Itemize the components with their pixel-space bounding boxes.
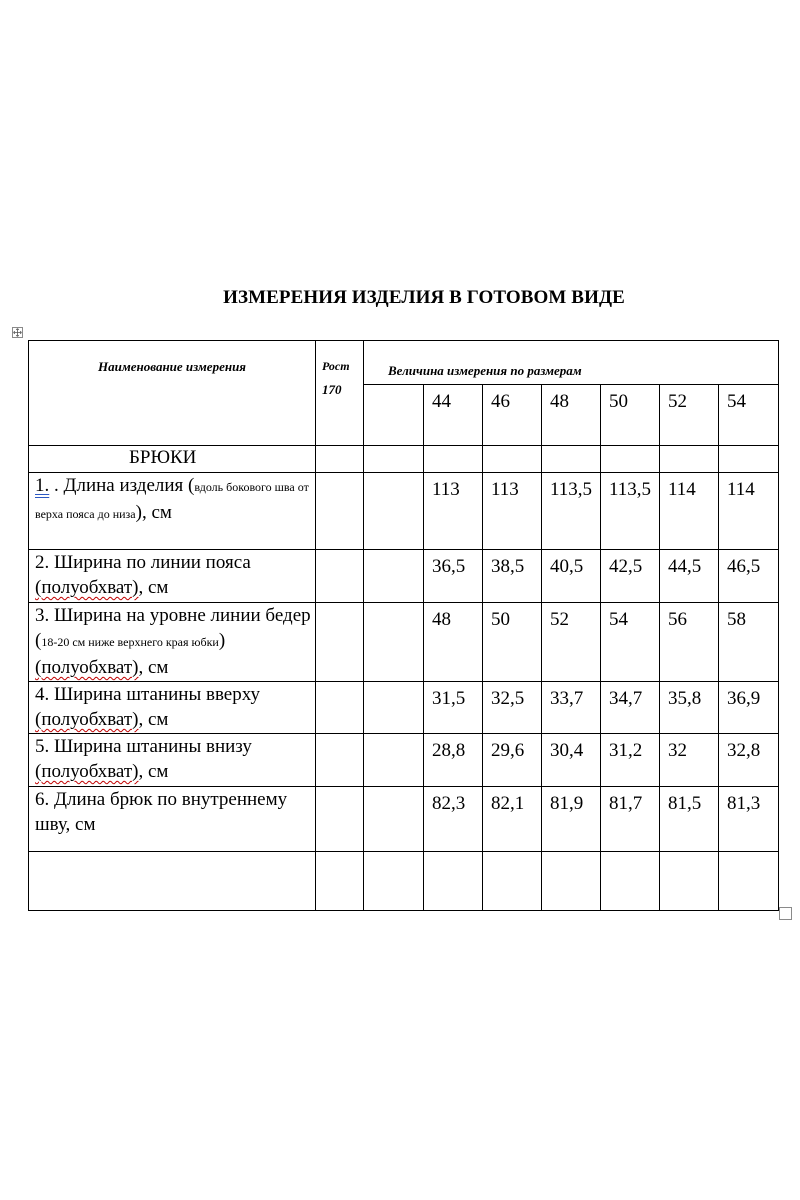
table-row [29, 473, 779, 550]
row-5-value-52: 32 [660, 734, 719, 787]
row-6-name: 6. Длина брюк по внутреннему шву, см [29, 787, 316, 852]
document-title: ИЗМЕРЕНИЯ ИЗДЕЛИЯ В ГОТОВОМ ВИДЕ [223, 287, 625, 308]
empty-cell [316, 446, 364, 473]
table-row [29, 682, 779, 734]
size-50: 50 [601, 385, 660, 446]
row-5-note: (полуобхват) [35, 761, 139, 782]
row-2-value-44: 36,5 [424, 550, 483, 603]
row-1-dot: . [49, 475, 59, 496]
row-1-note: вдоль бокового шва от верха пояса до низа [35, 480, 309, 521]
size-54: 54 [719, 385, 779, 446]
empty-cell [364, 603, 424, 682]
table-move-handle-icon[interactable] [12, 327, 23, 338]
header-row-top [29, 341, 779, 385]
row-5-title: 5. Ширина штанины внизу [35, 736, 252, 757]
empty-cell [719, 852, 779, 911]
empty-cell [364, 550, 424, 603]
row-6-value-48: 81,9 [542, 787, 601, 852]
row-4-value-52: 35,8 [660, 682, 719, 734]
row-4-value-50: 34,7 [601, 682, 660, 734]
row-2-value-54: 46,5 [719, 550, 779, 603]
empty-cell [29, 852, 316, 911]
row-3-value-44: 48 [424, 603, 483, 682]
row-2-note: (полуобхват) [35, 577, 139, 598]
header-rost-value: 170 [322, 382, 342, 397]
row-5-value-48: 30,4 [542, 734, 601, 787]
empty-cell [316, 603, 364, 682]
row-6-value-46: 82,1 [483, 787, 542, 852]
table-resize-handle-icon[interactable] [779, 907, 792, 920]
empty-cell [542, 446, 601, 473]
header-name-label: Наименование измерения [98, 359, 246, 374]
empty-cell [660, 852, 719, 911]
empty-cell [316, 550, 364, 603]
row-2-value-52: 44,5 [660, 550, 719, 603]
empty-cell [316, 787, 364, 852]
row-5-value-54: 32,8 [719, 734, 779, 787]
header-name-cell [29, 341, 316, 446]
row-1-name [29, 473, 316, 550]
row-2-value-46: 38,5 [483, 550, 542, 603]
empty-cell [364, 473, 424, 550]
row-2-value-50: 42,5 [601, 550, 660, 603]
size-48: 48 [542, 385, 601, 446]
row-3-value-46: 50 [483, 603, 542, 682]
row-1-value-54: 114 [719, 473, 779, 550]
table-row [29, 734, 779, 787]
empty-cell [601, 446, 660, 473]
row-4-value-54: 36,9 [719, 682, 779, 734]
row-2-unit: , см [138, 577, 169, 598]
empty-cell [483, 446, 542, 473]
empty-cell [364, 787, 424, 852]
row-3-unit: , см [138, 657, 169, 678]
row-3-value-48: 52 [542, 603, 601, 682]
header-sizes-label: Величина измерения по размерам [388, 363, 582, 378]
row-5-name [29, 734, 316, 787]
row-5-value-44: 28,8 [424, 734, 483, 787]
row-4-name [29, 682, 316, 734]
row-4-unit: , см [138, 709, 169, 730]
row-3-paren: ) [218, 630, 226, 651]
row-5-value-50: 31,2 [601, 734, 660, 787]
row-6-value-54: 81,3 [719, 787, 779, 852]
empty-cell [316, 734, 364, 787]
header-empty-cell [364, 385, 424, 446]
row-4-value-48: 33,7 [542, 682, 601, 734]
empty-cell [424, 446, 483, 473]
empty-cell [542, 852, 601, 911]
empty-cell [364, 682, 424, 734]
row-4-title: 4. Ширина штанины вверху [35, 684, 261, 705]
empty-cell [364, 446, 424, 473]
row-1-number: 1. [35, 475, 50, 496]
empty-cell [424, 852, 483, 911]
row-3-title: 3. Ширина на уровне линии бедер ( [35, 605, 311, 651]
empty-row [29, 852, 779, 911]
section-row [29, 446, 779, 473]
row-2-value-48: 40,5 [542, 550, 601, 603]
row-6-value-44: 82,3 [424, 787, 483, 852]
row-3-note-2: (полуобхват) [35, 657, 139, 678]
table-row [29, 550, 779, 603]
row-1-unit: ), см [135, 502, 172, 523]
row-1-value-52: 114 [660, 473, 719, 550]
section-label: БРЮКИ [29, 446, 316, 473]
row-3-value-54: 58 [719, 603, 779, 682]
measurements-table [28, 340, 779, 911]
row-5-value-46: 29,6 [483, 734, 542, 787]
row-1-value-48: 113,5 [542, 473, 601, 550]
size-52: 52 [660, 385, 719, 446]
row-2-title: 2. Ширина по линии пояса [35, 552, 251, 573]
size-46: 46 [483, 385, 542, 446]
row-1-value-50: 113,5 [601, 473, 660, 550]
empty-cell [364, 852, 424, 911]
empty-cell [719, 446, 779, 473]
empty-cell [316, 682, 364, 734]
table-row [29, 603, 779, 682]
row-6-value-50: 81,7 [601, 787, 660, 852]
row-2-name [29, 550, 316, 603]
row-4-note: (полуобхват) [35, 709, 139, 730]
row-5-unit: , см [138, 761, 169, 782]
row-1-value-46: 113 [483, 473, 542, 550]
empty-cell [483, 852, 542, 911]
empty-cell [316, 473, 364, 550]
header-sizes-cell [364, 341, 779, 385]
row-1-value-44: 113 [424, 473, 483, 550]
header-rost-label: Рост [322, 359, 350, 373]
empty-cell [316, 852, 364, 911]
header-rost-cell [316, 341, 364, 446]
empty-cell [601, 852, 660, 911]
row-6-value-52: 81,5 [660, 787, 719, 852]
size-44: 44 [424, 385, 483, 446]
row-4-value-44: 31,5 [424, 682, 483, 734]
table-row [29, 787, 779, 852]
empty-cell [364, 734, 424, 787]
row-1-title: Длина изделия ( [58, 475, 195, 496]
row-3-value-52: 56 [660, 603, 719, 682]
row-4-value-46: 32,5 [483, 682, 542, 734]
empty-cell [660, 446, 719, 473]
row-3-name [29, 603, 316, 682]
row-3-note: 18-20 см ниже верхнего края юбки [41, 635, 219, 649]
row-3-value-50: 54 [601, 603, 660, 682]
